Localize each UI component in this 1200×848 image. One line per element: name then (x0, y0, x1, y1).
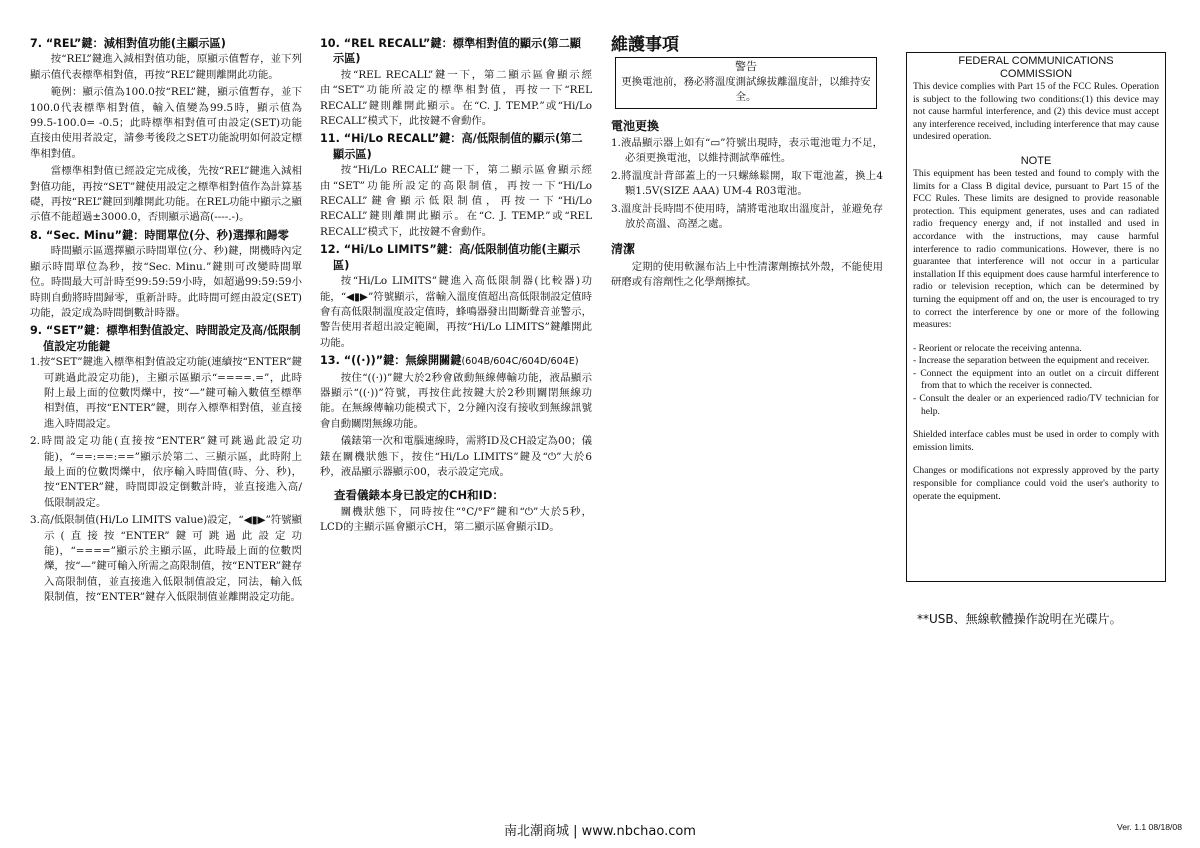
battery-step-3: 3.溫度計長時間不使用時，請將電池取出溫度計，並避免存放於高溫、高溼之處。 (611, 202, 883, 231)
cleaning-text: 定期的使用軟濕布沾上中性清潔劑擦拭外殼，不能使用研磨或有溶劑性之化學劑擦拭。 (611, 260, 883, 289)
cleaning-title: 清潔 (611, 242, 636, 257)
usb-software-note: **USB、無線軟體操作說明在光碟片。 (917, 612, 1122, 626)
section-7-note: 當標準相對值已經設定完成後，先按“REL”鍵進入減相對值功能，再按“SET”鍵使用設定之標準相對值作為計算基礎，再按“REL”鍵回到離開此功能。在REL功能中顯示之顯示值不能超過±3000.0，否則顯示過高(----.-)。 (30, 165, 302, 224)
section-13-title-text: 13. “((·))”鍵：無線開關鍵 (320, 354, 462, 368)
battery-title: 電池更換 (611, 118, 660, 133)
column-maintenance (611, 36, 883, 293)
section-7-paragraph: 按“REL”鍵進入減相對值功能，原顯示值暫存，並下列顯示值代表標準相對值，再按“REL”鍵則離開此功能。 (30, 53, 302, 81)
warning-text: 更換電池前，務必將溫度測試線拔離溫度計，以維持安全。 (621, 75, 871, 104)
section-8-title: 8. “Sec. Minu”鍵：時間單位(分、秒)選擇和歸零 (30, 228, 289, 242)
section-13-check: 關機狀態下，同時按住“°C/°F”鍵和“⏻”大於5秒，LCD的主顯示區會顯示CH，第二顯示區會顯示ID。 (320, 505, 592, 534)
section-13-paragraph: 按住“((·))”鍵大於2秒會啟動無線傳輸功能，液晶顯示器顯示“((·))”符號，再按住此按鍵大於2秒則關閉無線功能。在無線傳輸功能模式下，2分鐘內沒有接收到無線訊號會自動關閉無線功能。 (320, 371, 592, 430)
fcc-title-line-2: COMMISSION (999, 68, 1073, 80)
section-9-item-2: 2.時間設定功能(直接按“ENTER”鍵可跳過此設定功能)，“==:==:==”顯示於第二、三顯示區，此時附上最上面的位數閃爍中，依序輸入時間值(時、分、秒)，按“ENTER”鍵，時間即設定倒數計時，並直接進入高/低限制設定。 (30, 435, 302, 509)
battery-step-1: 1.液晶顯示器上如有“▭”符號出現時，表示電池電力不足，必須更換電池，以維持測試準確性。 (611, 137, 883, 165)
fcc-compliance-text: This device complies with Part 15 of the FCC Rules. Operation is subject to the following two conditions:(1) this device may not cause harmful interference, and (2) this device must accept any interference received, including interference that may cause undesired operation. (913, 81, 1159, 143)
column-left (30, 36, 302, 608)
fcc-measure-3: - Connect the equipment into an outlet on a circuit different from that to which the receiver is connected. (913, 367, 1159, 392)
version-label: Ver. 1.1 08/18/08 (1117, 822, 1182, 832)
fcc-measure-1: - Reorient or relocate the receiving antenna. (913, 342, 1082, 354)
column-middle (320, 36, 592, 538)
battery-step-2: 2.將溫度計背部蓋上的一只螺絲鬆開，取下電池蓋，換上4顆1.5V(SIZE AAA) UM-4 R03電池。 (611, 169, 883, 198)
warning-title: 警告 (735, 60, 757, 74)
section-10-title: 10. “REL RECALL”鍵：標準相對值的顯示(第二顯示區) (320, 37, 581, 66)
section-12-title: 12. “Hi/Lo LIMITS”鍵：高/低限制值功能(主顯示區) (320, 243, 581, 272)
section-11-title: 11. “Hi/Lo RECALL”鍵：高/低限制值的顯示(第二顯示區) (320, 132, 583, 161)
section-7-title: 7. “REL”鍵：減相對值功能(主顯示區) (30, 37, 226, 50)
footer-watermark: 南北潮商城 | www.nbchao.com (504, 824, 696, 839)
section-11-paragraph: 按“Hi/Lo RECALL”鍵一下，第二顯示區會顯示經由“SET”功能所設定的高限制值，再按一下“Hi/Lo RECALL”鍵會顯示低限制值，再按一下“Hi/Lo RECALL”鍵則離開此顯示。在“C. J. TEMP.”或“REL RECALL”模式下，此按鍵不會動作。 (320, 164, 592, 238)
section-7-example: 範例：顯示值為100.0按“REL”鍵，顯示值暫存，並下100.0代表標準相對值，輸入值變為99.5時，顯示值為99.5-100.0= -0.5；此時標準相對值可由設定(SET)功能直接由使用者設定，請參考後段之SET功能說明如何設定標準相對值。 (30, 86, 302, 160)
section-9-item-1: 1.按“SET”鍵進入標準相對值設定功能(連續按“ENTER”鍵可跳過此設定功能)，主顯示區顯示“====.=”，此時附上最上面的位數閃爍中，按“—”鍵可輸入數值至標準相對值，再按“ENTER”鍵，則存入標準相對值，並直接進入時間設定。 (30, 356, 302, 430)
fcc-title-line-1: FEDERAL COMMUNICATIONS (958, 55, 1114, 67)
section-12-paragraph: 按“Hi/Lo LIMITS”鍵進入高低限制器(比較器)功能，“◀▮▶”符號顯示，當輸入溫度值超出高低限制設定值時會有高低限制溫度設定值時，蜂鳴器發出間斷聲音並警示，警告使用者超出設定範圍，再按“Hi/Lo LIMITS”鍵離開此功能。 (320, 275, 592, 349)
maintenance-title: 維護事項 (611, 35, 679, 55)
fcc-note-title: NOTE (1020, 154, 1052, 167)
fcc-modifications: Changes or modifications not expressly approved by the party responsible for compliance could void the user's authority to operate the equipment. (913, 465, 1159, 502)
section-13-pairing: 儀錶第一次和電腦連線時，需將ID及CH設定為00；儀錶在關機狀態下，按住“Hi/Lo LIMITS”鍵及“⏻”大於6秒，液晶顯示器顯示00，表示設定完成。 (320, 435, 592, 478)
section-9-item-3: 3.高/低限制值(Hi/Lo LIMITS value)設定，“◀▮▶”符號顯示(直接按“ENTER”鍵可跳過此設定功能)，“====”顯示於主顯示區，此時最上面的位數閃爍，按“—”鍵可輸入所需之高限制值，按“ENTER”鍵存入高限制值，並直接進入低限制值設定，同法，輸入低限制值，按“ENTER”鍵存入低限制值並離開設定功能。 (30, 514, 302, 604)
warning-box (615, 57, 877, 108)
section-8-paragraph: 時間顯示區選擇顯示時間單位(分、秒)鍵，開機時內定顯示時間單位為秒，按“Sec. Minu.”鍵則可改變時間單位。時間最大可計時至99:59:59小時，如超過99:59:59小時則自動將時間歸零，重新計時。此時間可經由設定(SET)功能，設定成為時間倒數計時器。 (30, 245, 302, 319)
section-13-title (320, 353, 592, 369)
fcc-statement-box (906, 52, 1166, 582)
fcc-measure-2: - Increase the separation between the equipment and receiver. (913, 355, 1150, 367)
fcc-shielded-cables: Shielded interface cables must be used in order to comply with emission limits. (913, 429, 1159, 453)
fcc-measure-4: - Consult the dealer or an experienced radio/TV technician for help. (913, 393, 1159, 417)
fcc-note-text: This equipment has been tested and found to comply with the limits for a Class B digital device, pursuant to Part 15 of the FCC Rules. These limits are designed to provide reasonable protection. This equipment generates, uses and can radiated radio frequency energy and, if not installed and used in accordance with the instructions, may cause harmful interference to radio communications. However, there is no guarantee that interference will not occur in a particular installation If this equipment does cause harmful interference to radio or television reception, which can be determined by turning the equipment off and on, the user is encouraged to try to correct the interference by one or more of the following measures: (913, 167, 1159, 331)
section-13-subtitle: 查看儀錶本身已設定的CH和ID： (334, 488, 504, 503)
section-9-title: 9. “SET”鍵：標準相對值設定、時間設定及高/低限制值設定功能鍵 (30, 324, 301, 353)
section-13-models: (604B/604C/604D/604E) (461, 356, 579, 368)
section-10-paragraph: 按“REL RECALL”鍵一下，第二顯示區會顯示經由“SET”功能所設定的標準相對值，再按一下“REL RECALL”鍵則離開此顯示。在“C. J. TEMP.”或“Hi/Lo RECALL”模式下，此按鍵不會動作。 (320, 68, 592, 128)
